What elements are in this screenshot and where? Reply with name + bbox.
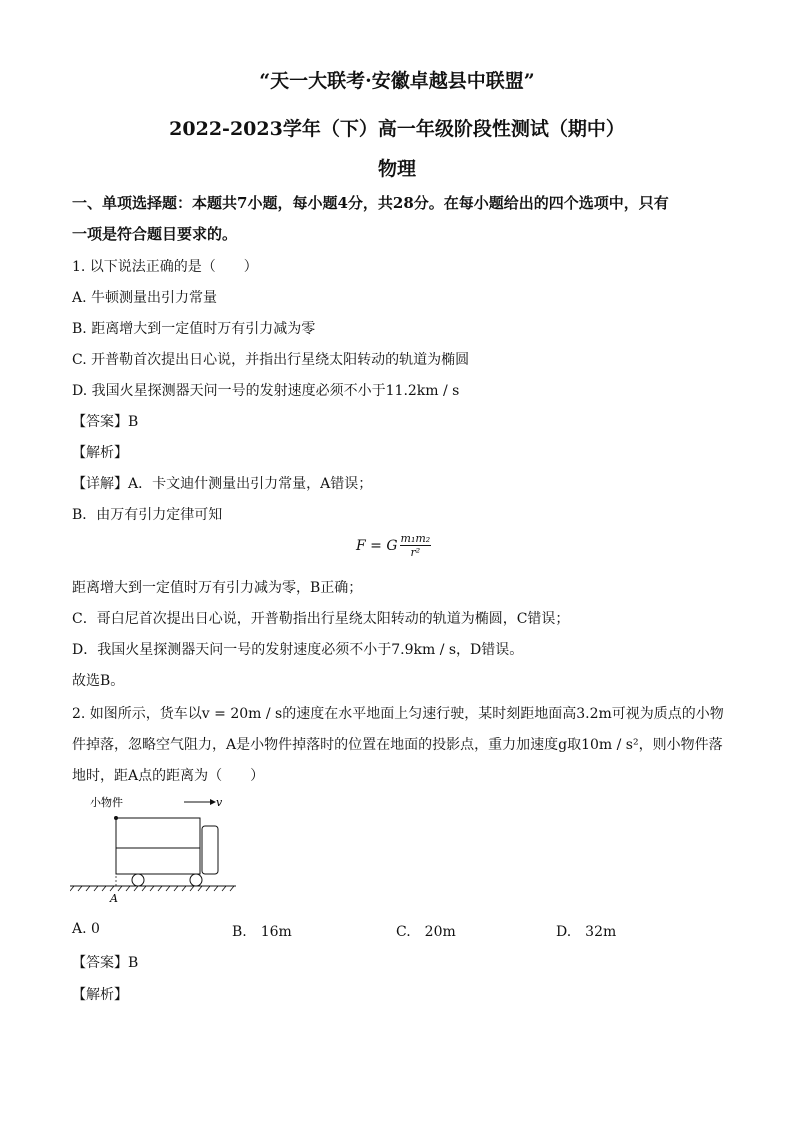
q1-detail-a: 【详解】A．卡文迪什测量出引力常量，A错误； [72,476,373,492]
q1-detail-d: D．我国火星探测器天问一号的发射速度必须不小于7.9km / s，D错误。 [72,642,524,658]
exam-term-title: 2022-2023学年（下）高一年级阶段性测试（期中） [169,118,625,140]
figure-object-label: 小物件 [90,796,123,809]
ground-hatching [70,886,234,891]
figure-point-label: A [110,892,118,904]
q1-option-a: A. 牛顿测量出引力常量 [72,290,218,306]
truck-cab [202,826,218,874]
formula-lhs: F = G [356,537,398,554]
section-heading-cont: 一项是符合题目要求的。 [72,225,238,243]
q1-stem: 1. 以下说法正确的是（ ） [72,259,258,275]
q2-option-c: C. 20m [396,924,456,940]
q2-option-b: B. 16m [232,924,292,940]
q1-answer: 【答案】B [72,414,139,430]
q1-detail-b: B．由万有引力定律可知 [72,507,223,523]
q1-detail-c: C．哥白尼首次提出日心说，开普勒指出行星绕太阳转动的轨道为椭圆，C错误； [72,611,570,627]
q2-stem-line1: 2. 如图所示，货车以v = 20m / s的速度在水平地面上匀速行驶，某时刻距地面高3.2m可视为质点的小物 [72,706,724,722]
q2-stem-line2: 件掉落，忽略空气阻力，A是小物件掉落时的位置在地面的投影点，重力加速度g取10m / s²，则小物件落 [72,737,723,753]
truck-rear-wheel [132,874,144,886]
formula-denominator: r² [410,546,421,559]
truck-figure [70,792,240,904]
q1-option-d: D. 我国火星探测器天问一号的发射速度必须不小于11.2km / s [72,383,460,399]
gravitation-formula [356,532,431,559]
truck-front-wheel [190,874,202,886]
q1-analysis-label: 【解析】 [72,445,128,461]
figure-velocity-label: v [216,796,223,809]
truck-chassis [116,848,200,874]
q1-option-c: C. 开普勒首次提出日心说，并指出行星绕太阳转动的轨道为椭圆 [72,352,470,368]
small-object-point [114,816,118,820]
q1-conclusion: 故选B。 [72,673,125,689]
q2-stem-line3: 地时，距A点的距离为（ ） [72,768,265,784]
q2-answer: 【答案】B [72,955,139,971]
formula-numerator: m₁m₂ [400,532,431,545]
q1-option-b: B. 距离增大到一定值时万有引力减为零 [72,321,316,337]
exam-alliance-title: “天一大联考·安徽卓越县中联盟” [259,70,535,92]
q2-option-d: D. 32m [556,924,617,940]
section-heading: 一、单项选择题：本题共7小题，每小题4分，共28分。在每小题给出的四个选项中，只有 [72,194,669,212]
truck-cargo-box [116,818,200,848]
q1-detail-b2: 距离增大到一定值时万有引力减为零，B正确； [72,580,363,596]
subject-title: 物理 [377,158,416,180]
q2-analysis-label: 【解析】 [72,987,128,1003]
q2-option-a: A. 0 [72,921,100,937]
formula-fraction [400,532,432,559]
